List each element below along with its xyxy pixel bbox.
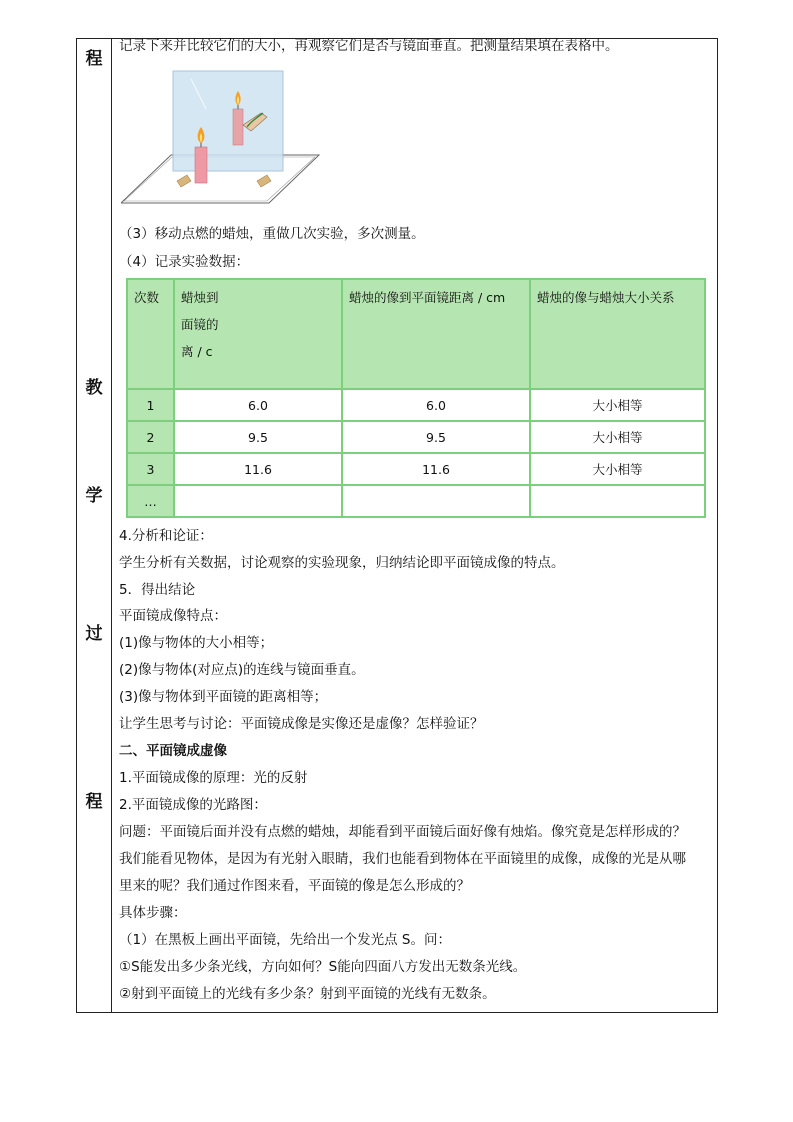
body-line: 学生分析有关数据，讨论观察的实验现象，归纳结论即平面镜成像的特点。 <box>119 555 565 571</box>
row-object-distance: 6.0 <box>174 389 342 421</box>
row-size-relation: 大小相等 <box>530 453 705 485</box>
section-heading: 二、平面镜成虚像 <box>119 743 227 759</box>
header-count: 次数 <box>127 279 174 389</box>
row-size-relation <box>530 485 705 517</box>
header-size-relation: 蜡烛的像与蜡烛大小关系 <box>530 279 705 389</box>
header-object-distance-line2: 面镜的 <box>181 317 219 332</box>
header-object-distance-line1: 蜡烛到 <box>181 290 219 305</box>
row-image-distance <box>342 485 530 517</box>
body-line: 4.分析和论证： <box>119 528 213 544</box>
step-3: （3）移动点燃的蜡烛，重做几次实验，多次测量。 <box>119 226 425 242</box>
row-object-distance: 11.6 <box>174 453 342 485</box>
table-header-row <box>127 279 705 389</box>
row-count: 1 <box>127 389 174 421</box>
table-row <box>127 453 705 485</box>
row-image-distance: 6.0 <box>342 389 530 421</box>
row-image-distance: 11.6 <box>342 453 530 485</box>
body-line: （1）在黑板上画出平面镜，先给出一个发光点 S。问： <box>119 932 451 948</box>
header-object-distance-line3: 离 / c <box>181 344 213 359</box>
side-label-column <box>77 39 112 1012</box>
table-row <box>127 485 705 517</box>
body-line: 里来的呢？我们通过作图来看，平面镜的像是怎么形成的？ <box>119 878 470 894</box>
body-line: 2.平面镜成像的光路图： <box>119 797 267 813</box>
step-4: （4）记录实验数据： <box>119 254 250 270</box>
body-line: (1)像与物体的大小相等； <box>119 635 274 651</box>
candle-mirror-illustration <box>121 69 321 209</box>
row-object-distance: 9.5 <box>174 421 342 453</box>
row-count: 3 <box>127 453 174 485</box>
body-line: ①S能发出多少条光线，方向如何？S能向四面八方发出无数条光线。 <box>119 959 527 975</box>
side-label-3: 学 <box>85 486 103 506</box>
row-object-distance <box>174 485 342 517</box>
body-line: 平面镜成像特点： <box>119 608 227 624</box>
lesson-frame <box>76 38 718 1013</box>
body-line: ②射到平面镜上的光线有多少条？射到平面镜的光线有无数条。 <box>119 986 496 1002</box>
header-object-distance <box>174 279 342 389</box>
row-image-distance: 9.5 <box>342 421 530 453</box>
row-count: … <box>127 485 174 517</box>
body-line: 让学生思考与讨论：平面镜成像是实像还是虚像？怎样验证？ <box>119 716 484 732</box>
body-line: 问题：平面镜后面并没有点燃的蜡烛，却能看到平面镜后面好像有烛焰。像究竟是怎样形成的？ <box>119 824 686 840</box>
row-size-relation: 大小相等 <box>530 421 705 453</box>
table-row <box>127 421 705 453</box>
side-label-2: 教 <box>85 378 103 398</box>
side-label-4: 过 <box>85 624 103 644</box>
experiment-data-table <box>126 278 706 518</box>
header-image-distance: 蜡烛的像到平面镜距离 / cm <box>342 279 530 389</box>
body-line: 1.平面镜成像的原理：光的反射 <box>119 770 308 786</box>
body-line: (2)像与物体(对应点)的连线与镜面垂直。 <box>119 662 365 678</box>
row-count: 2 <box>127 421 174 453</box>
body-line: (3)像与物体到平面镜的距离相等； <box>119 689 328 705</box>
body-line: 具体步骤： <box>119 905 187 921</box>
body-line: 5．得出结论 <box>119 582 196 598</box>
row-size-relation: 大小相等 <box>530 389 705 421</box>
body-line: 我们能看见物体，是因为有光射入眼睛，我们也能看到物体在平面镜里的成像，成像的光是从哪 <box>119 851 686 867</box>
intro-line: 记录下来并比较它们的大小，再观察它们是否与镜面垂直。把测量结果填在表格中。 <box>119 38 619 54</box>
table-row <box>127 389 705 421</box>
side-label-1: 程 <box>85 49 103 69</box>
side-label-5: 程 <box>85 792 103 812</box>
